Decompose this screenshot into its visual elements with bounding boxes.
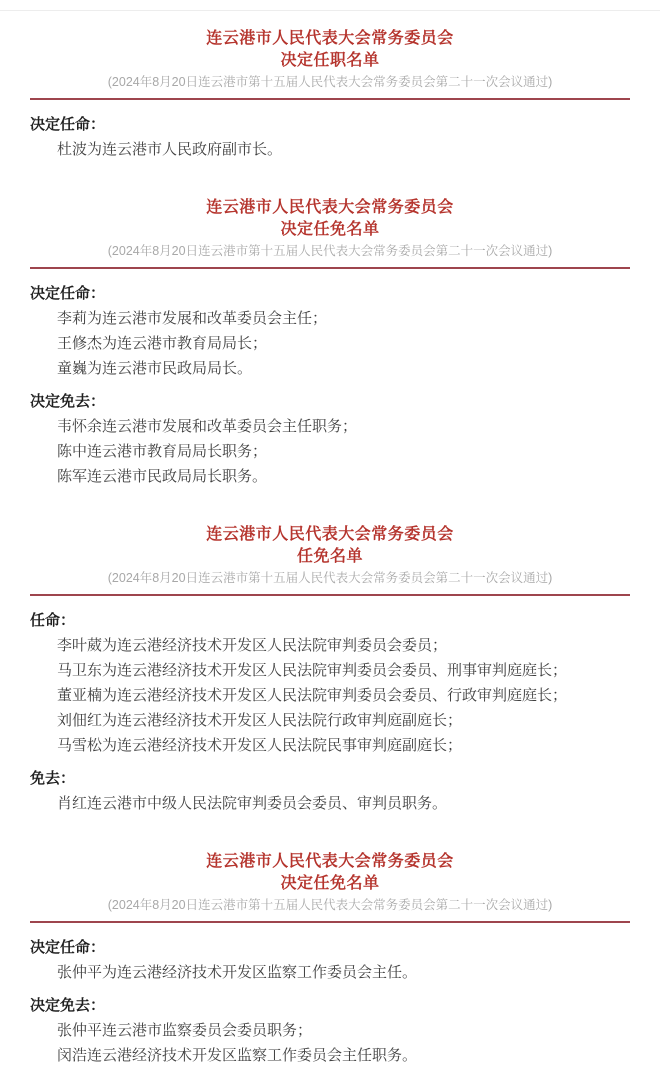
appointment-item: 童巍为连云港市民政局局长。 (57, 360, 253, 377)
block-label: 免去： (30, 770, 76, 787)
appointment-item: 张仲平为连云港经济技术开发区监察工作委员会主任。 (57, 964, 418, 981)
block-label: 任命： (30, 612, 76, 629)
appointment-block (30, 935, 630, 985)
appointment-section (30, 27, 630, 162)
appointment-item: 王修杰为连云港市教育局局长； (57, 335, 268, 352)
appointment-block (30, 608, 630, 758)
section-org-title: 连云港市人民代表大会常务委员会 (206, 199, 454, 216)
section-meeting-note: (2024年8月20日连云港市第十五届人民代表大会常务委员会第二十一次会议通过) (107, 898, 553, 912)
section-meeting-note: (2024年8月20日连云港市第十五届人民代表大会常务委员会第二十一次会议通过) (107, 244, 553, 258)
section-doc-title: 决定任免名单 (280, 221, 380, 238)
appointment-item: 刘佃红为连云港经济技术开发区人民法院行政审判庭副庭长； (57, 712, 463, 729)
appointment-block (30, 281, 630, 381)
appointment-item: 杜波为连云港市人民政府副市长。 (57, 141, 283, 158)
appointment-item: 马卫东为连云港经济技术开发区人民法院审判委员会委员、刑事审判庭庭长； (57, 662, 568, 679)
section-doc-title: 决定任职名单 (280, 52, 380, 69)
appointment-item: 韦怀余连云港市发展和改革委员会主任职务； (57, 418, 358, 435)
section-org-title: 连云港市人民代表大会常务委员会 (206, 526, 454, 543)
section-org-title: 连云港市人民代表大会常务委员会 (206, 853, 454, 870)
appointment-item: 陈中连云港市教育局局长职务； (57, 443, 268, 460)
block-label: 决定任命： (30, 939, 106, 956)
block-label: 决定任命： (30, 116, 106, 133)
appointment-block (30, 766, 630, 816)
appointment-section (30, 850, 630, 1068)
appointment-block (30, 389, 630, 489)
appointment-section (30, 523, 630, 816)
section-divider (30, 594, 630, 596)
appointment-item: 张仲平连云港市监察委员会委员职务； (57, 1022, 313, 1039)
section-divider (30, 921, 630, 923)
section-divider (30, 267, 630, 269)
section-meeting-note: (2024年8月20日连云港市第十五届人民代表大会常务委员会第二十一次会议通过) (107, 75, 553, 89)
section-body (30, 935, 630, 1068)
section-body (30, 112, 630, 162)
section-org-title: 连云港市人民代表大会常务委员会 (206, 30, 454, 47)
document-content (0, 11, 660, 1068)
appointment-item: 陈军连云港市民政局局长职务。 (57, 468, 268, 485)
block-label: 决定免去： (30, 997, 106, 1014)
appointment-block (30, 112, 630, 162)
section-body (30, 281, 630, 489)
appointment-item: 马雪松为连云港经济技术开发区人民法院民事审判庭副庭长； (57, 737, 463, 754)
appointment-section (30, 196, 630, 489)
section-divider (30, 98, 630, 100)
block-label: 决定免去： (30, 393, 106, 410)
section-doc-title: 决定任免名单 (280, 875, 380, 892)
appointment-item: 李叶葳为连云港经济技术开发区人民法院审判委员会委员； (57, 637, 448, 654)
section-doc-title: 任免名单 (296, 548, 363, 565)
document-page (0, 10, 660, 1076)
appointment-item: 董亚楠为连云港经济技术开发区人民法院审判委员会委员、行政审判庭庭长； (57, 687, 568, 704)
sections (30, 27, 630, 1068)
appointment-item: 肖红连云港市中级人民法院审判委员会委员、审判员职务。 (57, 795, 448, 812)
appointment-item: 李莉为连云港市发展和改革委员会主任； (57, 310, 328, 327)
section-body (30, 608, 630, 816)
appointment-block (30, 993, 630, 1068)
section-meeting-note: (2024年8月20日连云港市第十五届人民代表大会常务委员会第二十一次会议通过) (107, 571, 553, 585)
appointment-item: 闵浩连云港经济技术开发区监察工作委员会主任职务。 (57, 1047, 418, 1064)
block-label: 决定任命： (30, 285, 106, 302)
